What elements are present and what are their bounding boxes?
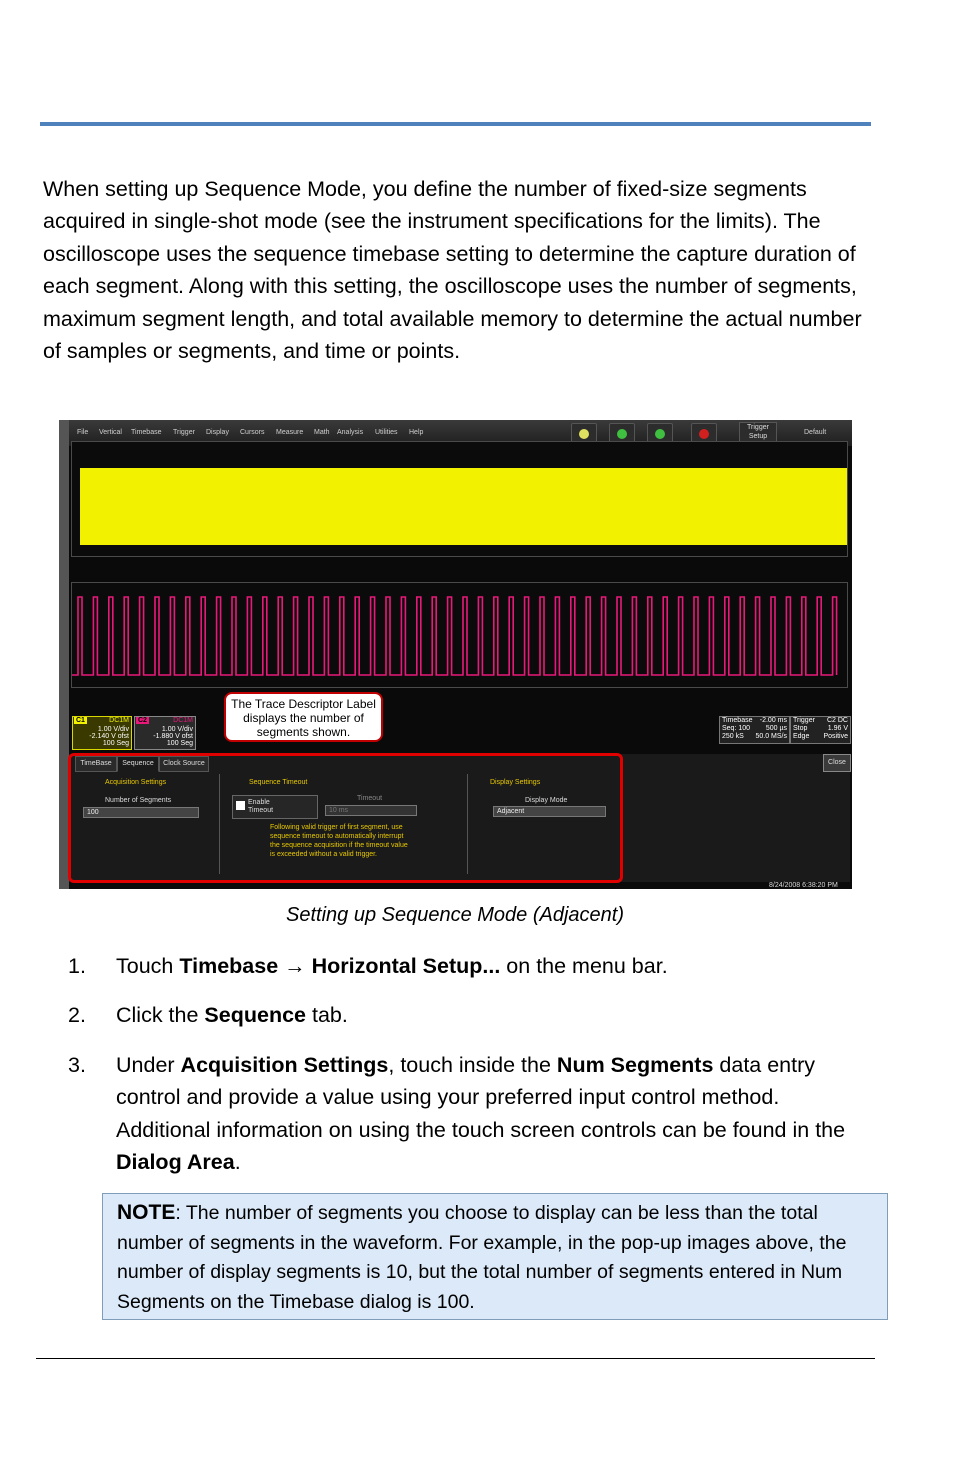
figure-caption: Setting up Sequence Mode (Adjacent) bbox=[286, 904, 624, 926]
menu-math[interactable]: Math bbox=[314, 429, 330, 436]
menu-vertical[interactable]: Vertical bbox=[99, 429, 122, 436]
ch1-grid bbox=[71, 441, 848, 557]
trigger-descriptor[interactable] bbox=[790, 716, 851, 744]
step-text: on the menu bar. bbox=[500, 954, 668, 978]
step-text: Under bbox=[116, 1052, 181, 1077]
step-text: . bbox=[234, 1150, 241, 1175]
trigger-label: Trigger bbox=[793, 717, 815, 724]
menu-trigger[interactable]: Trigger bbox=[173, 429, 195, 436]
num-segments-input[interactable]: 100 bbox=[83, 807, 199, 818]
timebase-rate: 50.0 MS/s bbox=[755, 733, 787, 740]
ch2-segments: 100 Seg bbox=[166, 740, 193, 747]
normal-icon bbox=[617, 429, 627, 439]
default-button[interactable]: Default bbox=[804, 429, 827, 436]
trigger-level: 1.96 V bbox=[827, 725, 848, 732]
step-emphasis: Dialog Area bbox=[116, 1150, 235, 1175]
stop-icon bbox=[699, 429, 709, 439]
acquisition-settings-title: Acquisition Settings bbox=[105, 779, 167, 786]
timebase-delay: -2.00 ms bbox=[759, 717, 787, 724]
tab-sequence[interactable]: Sequence bbox=[117, 756, 159, 772]
timebase-descriptor[interactable] bbox=[719, 716, 790, 744]
trigger-mode: Stop bbox=[793, 725, 808, 732]
step-text: tab. bbox=[306, 1003, 348, 1028]
header-rule bbox=[40, 122, 871, 126]
step-text: Click the bbox=[116, 1003, 205, 1028]
trigger-tag: C2 DC bbox=[826, 717, 848, 724]
step-emphasis: Timebase → Horizontal Setup... bbox=[179, 954, 501, 978]
step-number: 2. bbox=[68, 1003, 86, 1028]
ch1-trace bbox=[80, 468, 847, 545]
timeout-input[interactable]: 10 ms bbox=[325, 805, 417, 816]
highlight-box bbox=[68, 753, 623, 883]
ch2-offset: -1.880 V ofst bbox=[153, 733, 193, 740]
step-number: 1. bbox=[68, 954, 86, 978]
steps-list bbox=[66, 950, 856, 1195]
ch1-label: C1 bbox=[76, 717, 85, 724]
menu-timebase[interactable]: Timebase bbox=[131, 429, 162, 436]
close-button[interactable]: Close bbox=[823, 754, 851, 772]
trigger-slope: Positive bbox=[823, 733, 848, 740]
timebase-div: 500 µs bbox=[765, 725, 787, 732]
trigger-type: Edge bbox=[793, 733, 810, 740]
auto-icon bbox=[579, 429, 589, 439]
tab-clock-source[interactable]: Clock Source bbox=[159, 756, 209, 772]
timebase-seq: Seq: 100 bbox=[722, 725, 751, 732]
note-label: NOTE bbox=[117, 1201, 176, 1224]
sequence-timeout-title: Sequence Timeout bbox=[249, 779, 308, 786]
ch2-tag: DC1M bbox=[173, 717, 193, 724]
display-settings-title: Display Settings bbox=[490, 779, 541, 786]
ch1-offset: -2.140 V ofst bbox=[89, 733, 129, 740]
step-emphasis: Sequence bbox=[204, 1003, 306, 1028]
ch2-vdiv: 1.00 V/div bbox=[161, 726, 193, 733]
menu-file[interactable]: File bbox=[77, 429, 89, 436]
datetime: 8/24/2008 6:38:20 PM bbox=[769, 882, 838, 889]
timebase-label: Timebase bbox=[722, 717, 753, 724]
step-item bbox=[66, 999, 856, 1031]
menu-help[interactable]: Help bbox=[409, 429, 424, 436]
note-box bbox=[102, 1193, 888, 1320]
timeout-label: Timeout bbox=[357, 795, 383, 802]
ch2-grid bbox=[71, 582, 848, 688]
menu-analysis[interactable]: Analysis bbox=[337, 429, 364, 436]
trigger-setup-button[interactable]: Trigger Setup bbox=[739, 422, 777, 444]
single-icon bbox=[655, 429, 665, 439]
ch2-descriptor[interactable] bbox=[134, 716, 196, 750]
ch1-vdiv: 1.00 V/div bbox=[97, 726, 129, 733]
menu-display[interactable]: Display bbox=[206, 429, 229, 436]
step-item bbox=[66, 1049, 856, 1179]
oscilloscope-screenshot bbox=[59, 420, 852, 889]
display-mode-select[interactable]: Adjacent bbox=[493, 806, 606, 817]
step-emphasis: Acquisition Settings bbox=[180, 1052, 389, 1077]
tab-timebase[interactable]: TimeBase bbox=[75, 756, 117, 772]
timebase-samples: 250 kS bbox=[722, 733, 744, 740]
timeout-help-text: Following valid trigger of first segment, use sequence timeout to automatically interrupt the sequence acquisition if the timeout value is exceeded without a valid trigger. bbox=[270, 824, 408, 858]
ch1-descriptor[interactable] bbox=[72, 716, 132, 750]
enable-timeout-label: Enable Timeout bbox=[248, 799, 274, 814]
step-text: Touch bbox=[116, 954, 180, 978]
step-text: , touch inside the bbox=[388, 1052, 557, 1077]
menu-cursors[interactable]: Cursors bbox=[240, 429, 265, 436]
ch1-segments: 100 Seg bbox=[102, 740, 129, 747]
menu-utilities[interactable]: Utilities bbox=[375, 429, 398, 436]
ch2-trace bbox=[72, 583, 847, 687]
ch1-tag: DC1M bbox=[109, 717, 129, 724]
step-number: 3. bbox=[68, 1052, 86, 1077]
footer-rule bbox=[36, 1358, 875, 1359]
intro-paragraph: When setting up Sequence Mode, you define the number of fixed-size segments acquired in single-shot mode (see the instrument specifications for the limits). The oscilloscope uses the sequence timebase setting to determine the capture duration of each segment. Along with this setting, the oscilloscope uses the number of segments, maximum segment length, and total available memory to determine the actual number of samples or segments, and time or points. bbox=[43, 177, 862, 364]
menu-measure[interactable]: Measure bbox=[276, 429, 304, 436]
trace-descriptor-callout: The Trace Descriptor Label displays the number of segments shown. bbox=[224, 692, 383, 742]
note-text: : The number of segments you choose to display can be less than the total number of segments in the waveform. For example, in the pop-up images above, the number of display segments is 10, but the total number of segments entered in Num Segments on the Timebase dialog is 100. bbox=[117, 1202, 847, 1313]
num-segments-label: Number of Segments bbox=[105, 797, 172, 804]
display-mode-label: Display Mode bbox=[525, 797, 568, 804]
step-emphasis: Num Segments bbox=[556, 1052, 714, 1077]
ch2-label: C2 bbox=[138, 717, 147, 724]
step-text: data entry control and provide a value using your preferred input control method. Additional information on using the touch screen controls can be found in the bbox=[116, 1052, 846, 1142]
step-item bbox=[66, 950, 856, 982]
